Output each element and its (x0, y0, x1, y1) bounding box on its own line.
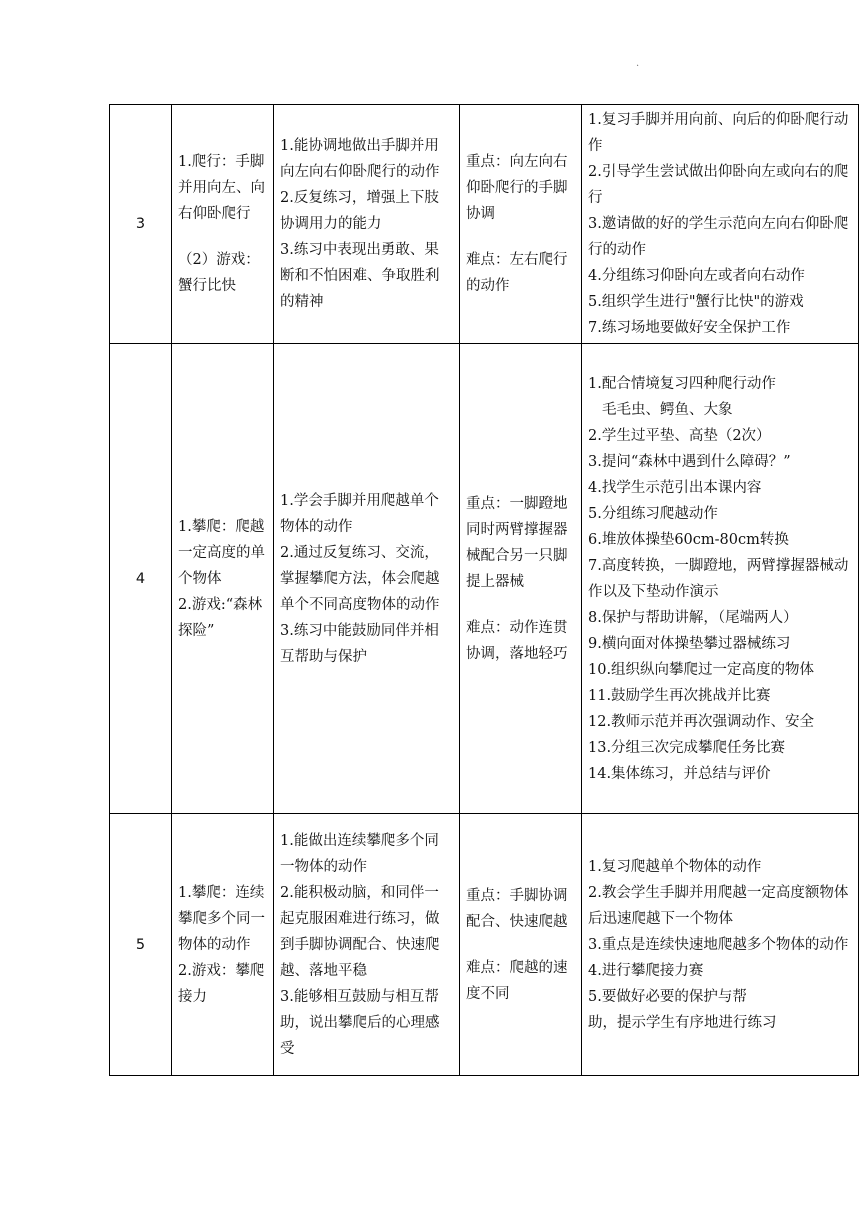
lesson-steps: 1.配合情境复习四种爬行动作 毛毛虫、鳄鱼、大象 2.学生过平垫、高垫（2次） 3.提问“森林中遇到什么障碍？” 4.找学生示范引出本课内容 5.分组练习爬越动作 6.堆放体操垫60cm-80cm转换 7.高度转换，一脚蹬地，两臂撑握器械动作以及下垫动作演示 8.保护与帮助讲解，（尾端两人） 9.横向面对体操垫攀过器械练习 10.组织纵向攀爬过一定高度的物体 11.鼓励学生再次挑战并比赛 12.教师示范并再次强调动作、安全 13.分组三次完成攀爬任务比赛 14.集体练习，并总结与评价 (582, 344, 859, 814)
table-row (110, 814, 859, 1076)
page-marker: . (636, 58, 640, 69)
lesson-content: 1.爬行：手脚并用向左、向右仰卧爬行 （2）游戏：蟹行比快 (172, 105, 274, 344)
lesson-objectives: 1.能协调地做出手脚并用向左向右仰卧爬行的动作 2.反复练习，增强上下肢协调用力的能力 3.练习中表现出勇敢、果断和不怕困难、争取胜利的精神 (274, 105, 460, 344)
lesson-content: 1.攀爬：爬越一定高度的单个物体 2.游戏:“森林探险” (172, 344, 274, 814)
lesson-key-points: 重点：手脚协调配合、快速爬越 难点：爬越的速度不同 (460, 814, 582, 1076)
lesson-key-points: 重点：一脚蹬地同时两臂撑握器械配合另一只脚提上器械 难点：动作连贯协调，落地轻巧 (460, 344, 582, 814)
lesson-steps: 1.复习爬越单个物体的动作 2.教会学生手脚并用爬越一定高度额物体后迅速爬越下一个物体 3.重点是连续快速地爬越多个物体的动作 4.进行攀爬接力赛 5.要做好必要的保护与帮 助，提示学生有序地进行练习 (582, 814, 859, 1076)
lesson-steps: 1.复习手脚并用向前、向后的仰卧爬行动作 2.引导学生尝试做出仰卧向左或向右的爬行 3.邀请做的好的学生示范向左向右仰卧爬行的动作 4.分组练习仰卧向左或者向右动作 5.组织学生进行"蟹行比快"的游戏 7.练习场地要做好安全保护工作 (582, 105, 859, 344)
lesson-objectives: 1.学会手脚并用爬越单个物体的动作 2.通过反复练习、交流，掌握攀爬方法，体会爬越单个不同高度物体的动作 3.练习中能鼓励同伴并相互帮助与保护 (274, 344, 460, 814)
lesson-key-points: 重点：向左向右仰卧爬行的手脚协调 难点：左右爬行的动作 (460, 105, 582, 344)
lesson-objectives: 1.能做出连续攀爬多个同一物体的动作 2.能积极动脑，和同伴一起克服困难进行练习，做到手脚协调配合、快速爬越、落地平稳 3.能够相互鼓励与相互帮助，说出攀爬后的心理感受 (274, 814, 460, 1076)
lesson-number: 5 (110, 814, 172, 1076)
table-row (110, 344, 859, 814)
lesson-number: 4 (110, 344, 172, 814)
table-row (110, 105, 859, 344)
lesson-number: 3 (110, 105, 172, 344)
lesson-content: 1.攀爬：连续攀爬多个同一物体的动作 2.游戏：攀爬接力 (172, 814, 274, 1076)
lesson-plan-table (109, 104, 859, 1076)
